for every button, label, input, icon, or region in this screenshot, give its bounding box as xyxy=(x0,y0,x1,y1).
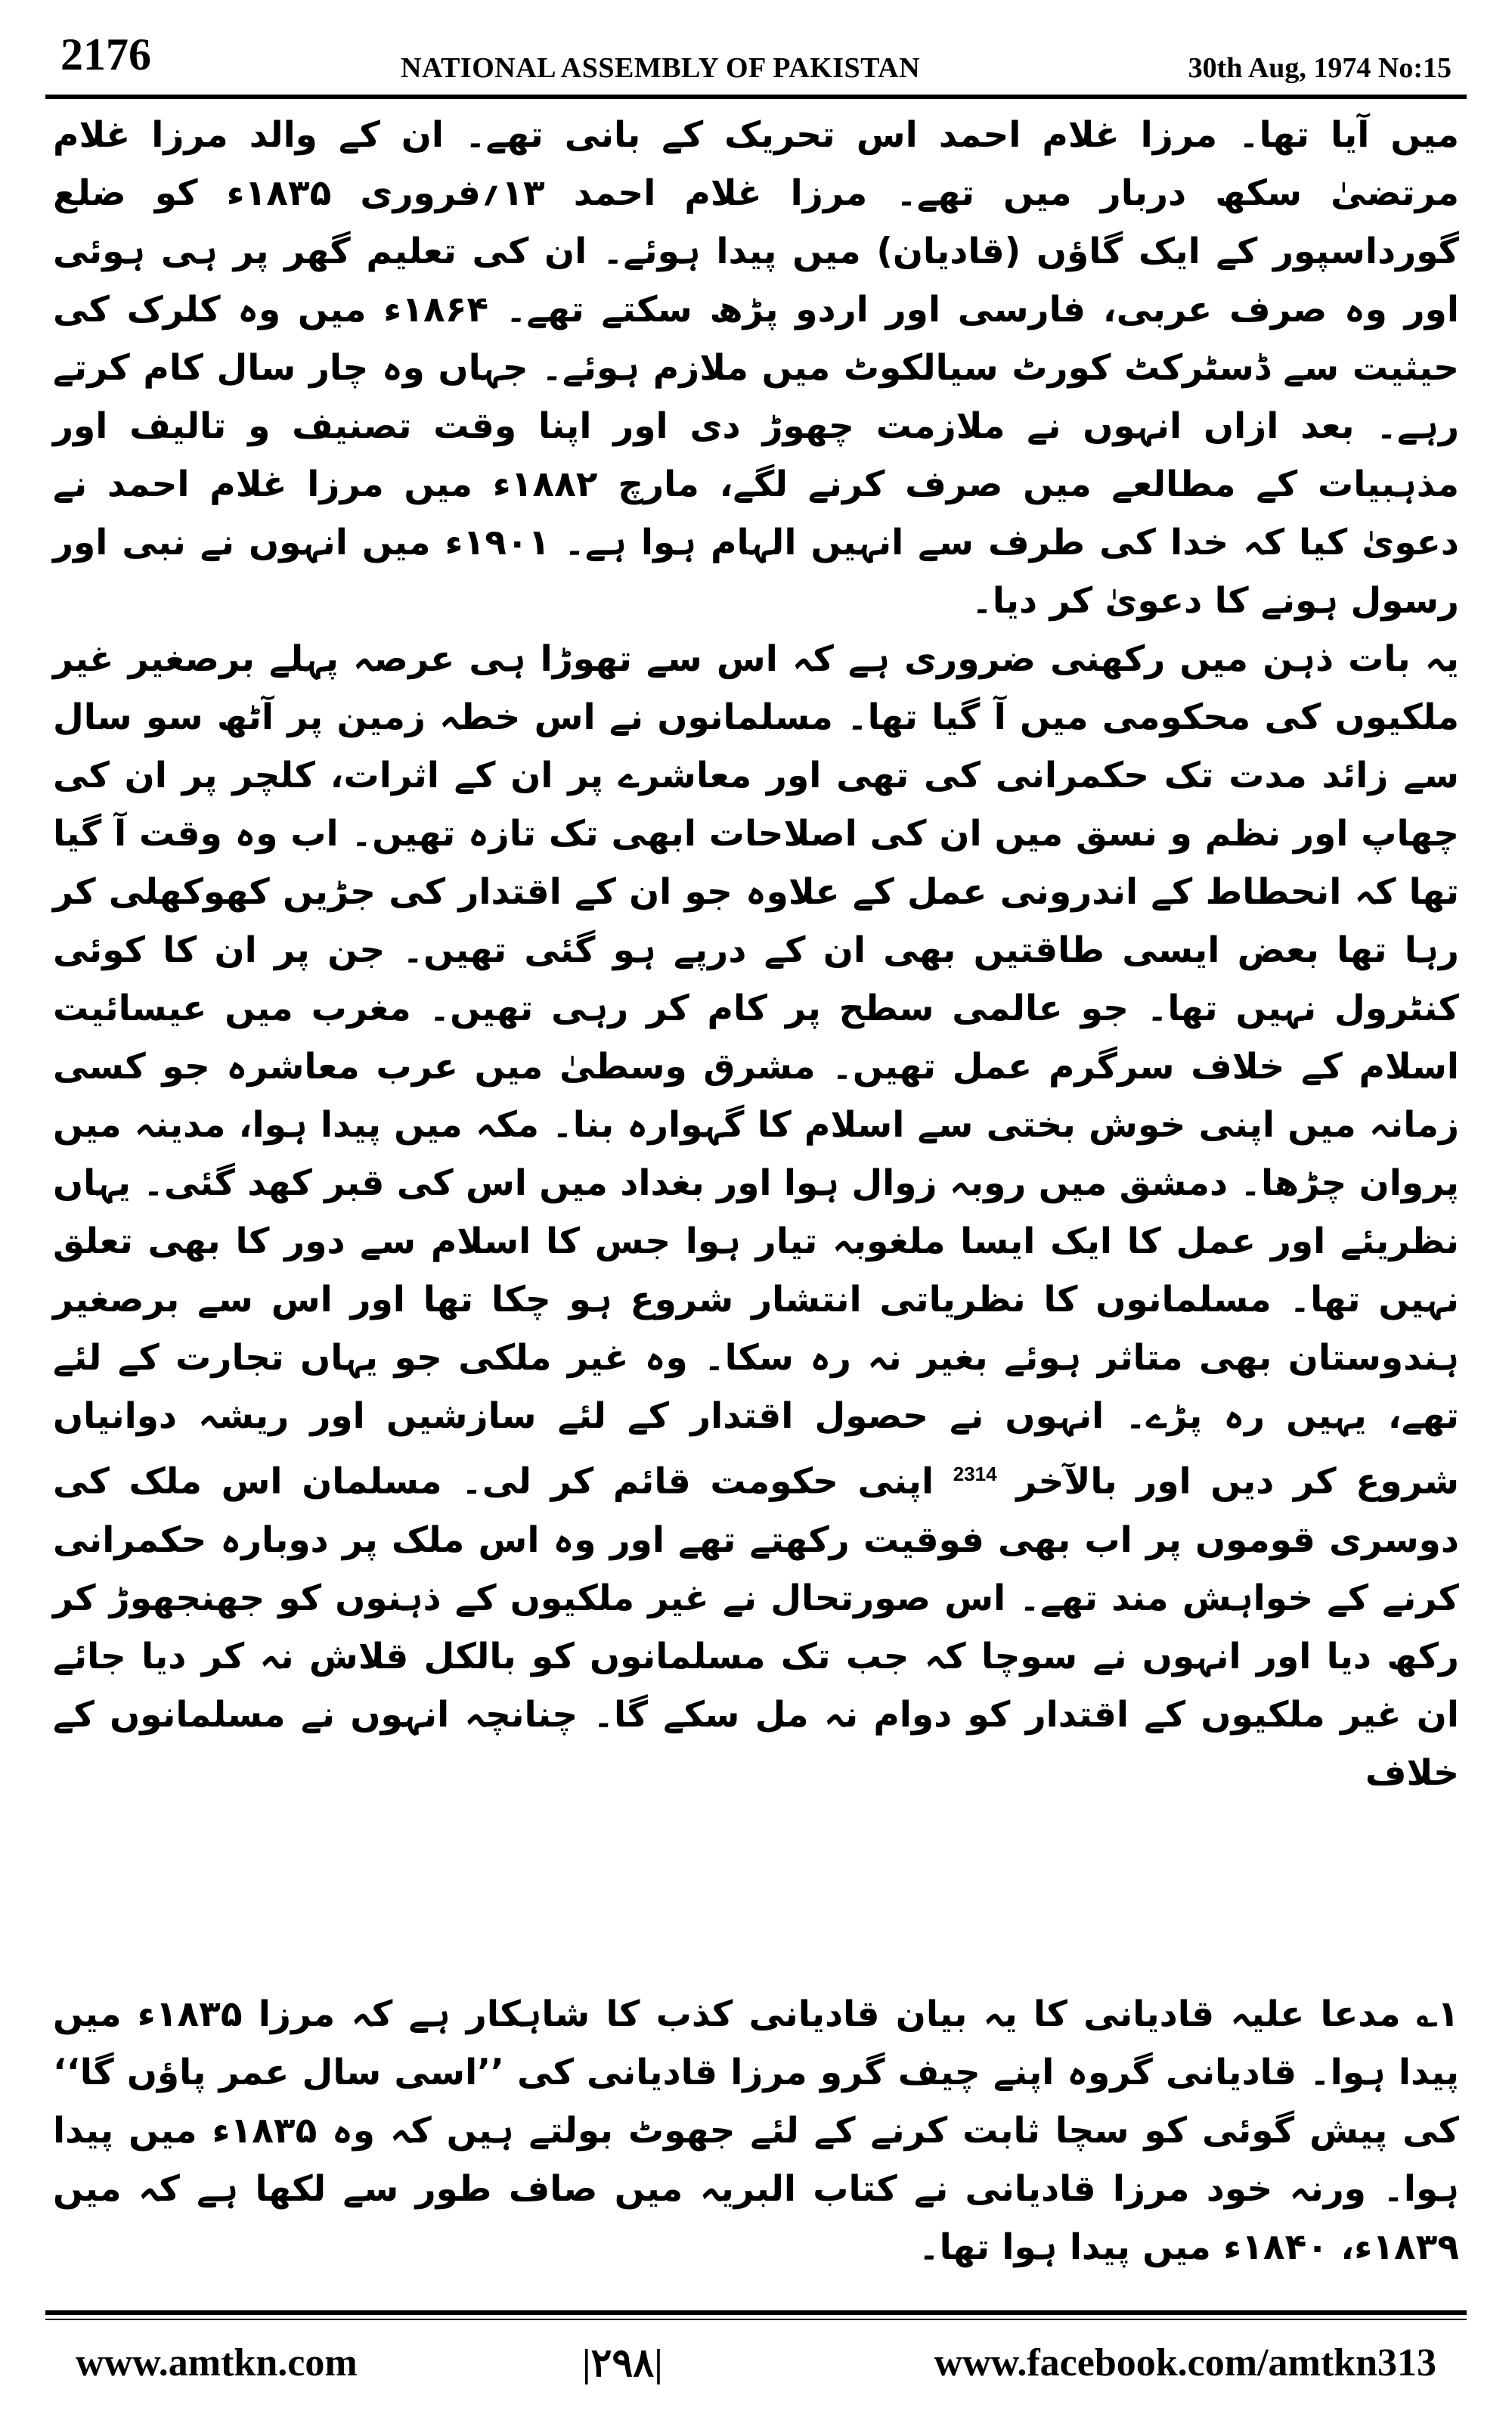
footer-rule xyxy=(45,2310,1467,2315)
session-date: 30th Aug, 1974 No:15 xyxy=(1188,52,1452,84)
footer-rule-thin xyxy=(45,2319,1467,2320)
page-marker: 2314 xyxy=(953,1463,997,1485)
paragraph-2-part-a: یہ بات ذہن میں رکھنی ضروری ہے کہ اس سے تھوڑا ہی عرصہ پہلے برصغیر غیر ملکیوں کی محکومی میں آ گیا تھا۔ مسلمانوں نے اس خطہ زمین پر آٹھ سو سال سے زائد مدت تک حکمرانی کی تھی اور معاشرے پر ان کے اثرات، کلچر پر ان کی چھاپ اور نظم و نسق میں ان کی اصلاحات ابھی تک تازہ تھیں۔ اب وہ وقت آ گیا تھا کہ انحطاط کے اندرونی عمل کے علاوہ جو ان کے اقتدار کی جڑیں کھوکھلی کر رہا تھا بعض ایسی طاقتیں بھی ان کے درپے ہو گئی تھیں۔ جن پر ان کا کوئی کنٹرول نہیں تھا۔ جو عالمی سطح پر کام کر رہی تھیں۔ مغرب میں عیسائیت اسلام کے خلاف سرگرم عمل تھیں۔ مشرق وسطیٰ میں عرب معاشرہ جو کسی زمانہ میں اپنی خوش بختی سے اسلام کا گہوارہ بنا۔ مکہ میں پیدا ہوا، مدینہ میں پروان چڑھا۔ دمشق میں روبہ زوال ہوا اور بغداد میں اس کی قبر کھد گئی۔ یہاں نظریئے اور عمل کا ایک ایسا ملغوبہ تیار ہوا جس کا اسلام سے دور کا بھی تعلق نہیں تھا۔ مسلمانوں کا نظریاتی انتشار شروع ہو چکا تھا اور اس سے برصغیر ہندوستان بھی متاثر ہوئے بغیر نہ رہ سکا۔ وہ غیر ملکی جو یہاں تجارت کے لئے تھے، یہیں رہ پڑے۔ انہوں نے حصول اقتدار کے لئے سازشیں اور ریشہ دوانیاں شروع کر دیں اور بالآخر xyxy=(52,638,1459,1503)
document-title: NATIONAL ASSEMBLY OF PAKISTAN xyxy=(401,52,921,84)
facebook-link[interactable]: www.facebook.com/amtkn313 xyxy=(934,2341,1436,2384)
header-rule xyxy=(45,95,1467,99)
footnote-text: ۱؎ مدعا علیہ قادیانی کا یہ بیان قادیانی کذب کا شاہکار ہے کہ مرزا ۱۸۳۵ء میں پیدا ہوا۔ قادیانی گروہ اپنے چیف گرو مرزا قادیانی کی ’’اسی سال عمر پاؤں گا‘‘ کی پیش گوئی کو سچا ثابت کرنے کے لئے جھوٹ بولتے ہیں کہ وہ ۱۸۳۵ء میں پیدا ہوا۔ ورنہ خود مرزا قادیانی نے کتاب البریہ میں صاف طور سے لکھا ہے کہ میں ۱۸۳۹ء، ۱۸۴۰ء میں پیدا ہوا تھا۔ xyxy=(53,1993,1459,2268)
main-text xyxy=(53,106,1459,1802)
page-footer xyxy=(60,2333,1452,2394)
page-number: 2176 xyxy=(60,29,151,79)
paragraph-2-part-b: اپنی حکومت قائم کر لی۔ مسلمان اس ملک کی دوسری قوموں پر اب بھی فوقیت رکھتے تھے اور وہ اس ملک پر دوبارہ حکمرانی کرنے کے خواہش مند تھے۔ اس صورتحال نے غیر ملکیوں کے ذہنوں کو جھنجھوڑ کر رکھ دیا اور انہوں نے سوچا کہ جب تک مسلمانوں کو بالکل قلاش نہ کر دیا جائے ان غیر ملکیوں کے اقتدار کو دوام نہ مل سکے گا۔ چنانچہ انہوں نے مسلمانوں کے خلاف xyxy=(53,1460,1459,1794)
footnote xyxy=(53,1985,1459,2276)
website-link[interactable]: www.amtkn.com xyxy=(76,2341,358,2384)
paragraph-2 xyxy=(53,630,1459,1802)
book-page-number: |۲۹۸| xyxy=(582,2342,663,2385)
paragraph-1: میں آیا تھا۔ مرزا غلام احمد اس تحریک کے بانی تھے۔ ان کے والد مرزا غلام مرتضیٰ سکھ دربار میں تھے۔ مرزا غلام احمد ۱۳؍فروری ۱۸۳۵ء کو ضلع گورداسپور کے ایک گاؤں (قادیان) میں پیدا ہوئے۔ ان کی تعلیم گھر پر ہی ہوئی اور وہ صرف عربی، فارسی اور اردو پڑھ سکتے تھے۔ ۱۸۶۴ء میں وہ کلرک کی حیثیت سے ڈسٹرکٹ کورٹ سیالکوٹ میں ملازم ہوئے۔ جہاں وہ چار سال کام کرتے رہے۔ بعد ازاں انہوں نے ملازمت چھوڑ دی اور اپنا وقت تصنیف و تالیف اور مذہبیات کے مطالعے میں صرف کرنے لگے، مارچ ۱۸۸۲ء میں مرزا غلام احمد نے دعویٰ کیا کہ خدا کی طرف سے انہیں الہام ہوا ہے۔ ۱۹۰۱ء میں انہوں نے نبی اور رسول ہونے کا دعویٰ کر دیا۔ xyxy=(53,114,1460,622)
page-header xyxy=(60,21,1452,97)
